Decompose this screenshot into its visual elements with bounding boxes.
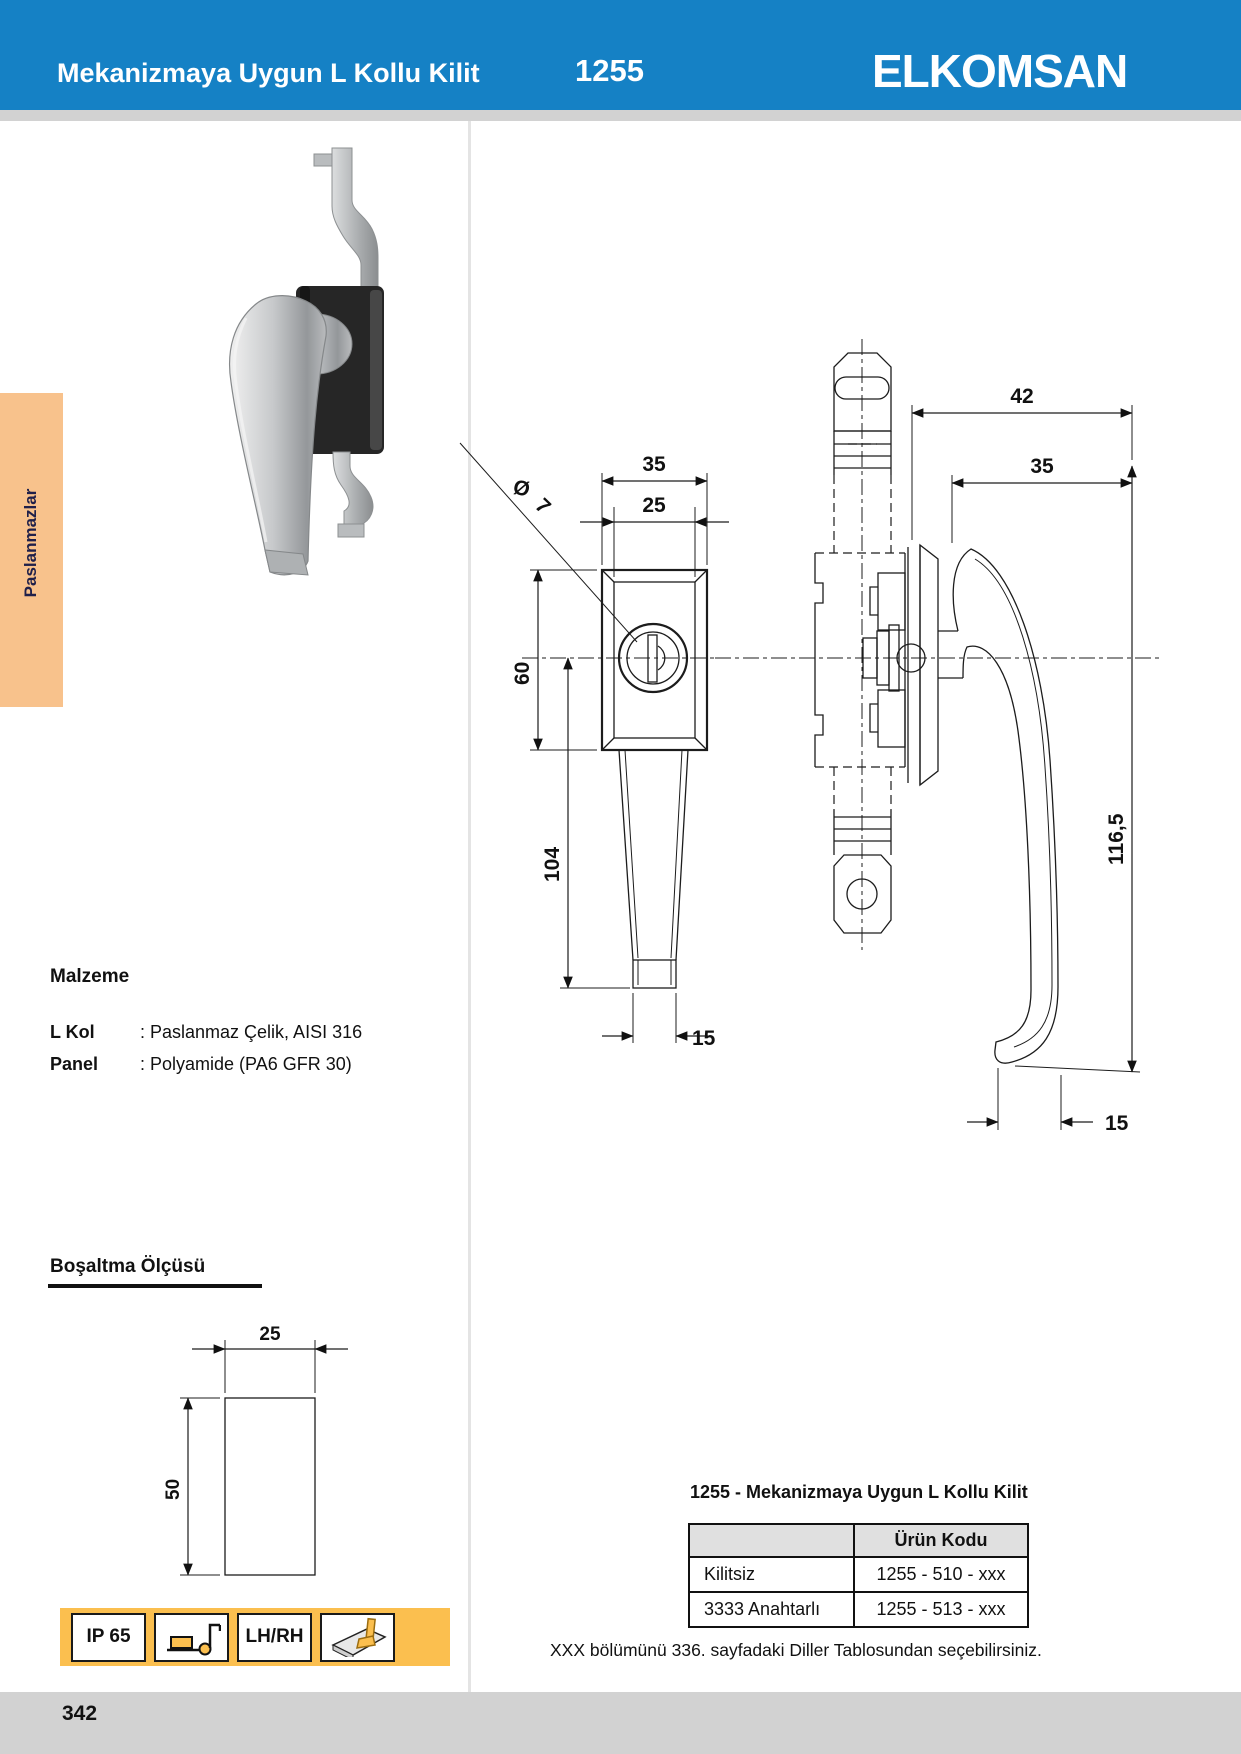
badge-key	[320, 1613, 395, 1662]
variant-cell: Kilitsiz	[689, 1557, 854, 1592]
key-icon	[329, 1617, 387, 1657]
panel-front-outline	[602, 570, 707, 750]
dim-depth-handle	[952, 455, 1132, 543]
badge-lhrh	[237, 1613, 312, 1662]
dim-hook-depth	[967, 1068, 1129, 1135]
header-divider	[0, 110, 1241, 121]
side-view-drawing	[715, 335, 1165, 1135]
code-cell: 1255 - 510 - xxx	[854, 1557, 1028, 1592]
svg-text:7: 7	[530, 494, 555, 519]
dim-cutout-width	[192, 1324, 348, 1393]
page-title: Mekanizmaya Uygun L Kollu Kilit	[57, 58, 480, 88]
svg-text:25: 25	[259, 1324, 281, 1345]
dim-front-height	[511, 570, 597, 750]
table-row	[689, 1592, 1028, 1627]
svg-text:25: 25	[642, 494, 666, 517]
material-value: : Polyamide (PA6 GFR 30)	[140, 1054, 352, 1074]
code-cell: 1255 - 513 - xxx	[854, 1592, 1028, 1627]
mechanism-icon	[163, 1617, 221, 1657]
dim-cutout-height	[163, 1398, 220, 1575]
bottom-cam-arm	[333, 452, 373, 537]
dim-depth-total	[912, 385, 1132, 540]
page-number: 342	[62, 1702, 98, 1725]
table-title: 1255 - Mekanizmaya Uygun L Kollu Kilit	[690, 1482, 1028, 1502]
brand-logo: ELKOMSAN	[872, 45, 1128, 97]
svg-text:104: 104	[541, 846, 564, 882]
product-photo	[118, 138, 462, 624]
table-header-code: Ürün Kodu	[854, 1524, 1028, 1557]
badge-ip65-label: IP 65	[86, 1626, 131, 1647]
badge-mechanism	[154, 1613, 229, 1662]
table-header-row	[689, 1524, 1028, 1557]
svg-text:15: 15	[692, 1027, 716, 1050]
svg-text:35: 35	[642, 453, 666, 476]
handle-side-profile	[938, 549, 1058, 1063]
svg-text:35: 35	[1030, 455, 1054, 478]
svg-text:50: 50	[163, 1478, 184, 1500]
table-header-empty	[689, 1524, 854, 1557]
svg-text:Ø: Ø	[510, 475, 533, 502]
material-heading: Malzeme	[50, 966, 130, 987]
cutout-heading-underline	[48, 1284, 262, 1288]
handle-front-outline	[619, 750, 688, 988]
material-value: : Paslanmaz Çelik, AISI 316	[140, 1022, 363, 1042]
variant-cell: 3333 Anahtarlı	[689, 1592, 854, 1627]
svg-text:15: 15	[1105, 1112, 1129, 1135]
svg-text:60: 60	[511, 661, 534, 685]
badge-ip65	[71, 1613, 146, 1662]
cutout-drawing	[150, 1300, 370, 1590]
material-label: Panel	[50, 1054, 99, 1074]
dim-handle-length	[541, 658, 630, 988]
svg-text:116,5: 116,5	[1105, 813, 1128, 865]
table-row	[689, 1557, 1028, 1592]
material-label: L Kol	[50, 1022, 95, 1042]
cutout-heading: Boşaltma Ölçüsü	[50, 1256, 206, 1277]
svg-text:42: 42	[1010, 385, 1034, 408]
section-tab	[0, 393, 63, 707]
section-tab-label: Paslanmazlar	[21, 488, 40, 598]
footnote: XXX bölümünü 336. sayfadaki Diller Tablosundan seçebilirsiniz.	[550, 1640, 1042, 1660]
badge-lhrh-label: LH/RH	[245, 1626, 304, 1647]
product-number: 1255	[575, 53, 644, 88]
dim-handle-height	[1015, 466, 1140, 1072]
cutout-rect	[225, 1398, 315, 1575]
footer-bar	[0, 1692, 1241, 1754]
front-view-drawing	[430, 395, 730, 1085]
dim-hole-diameter	[460, 443, 637, 642]
dim-tip-width	[602, 993, 716, 1050]
product-code-table	[688, 1523, 1029, 1628]
badge-strip	[60, 1608, 450, 1666]
